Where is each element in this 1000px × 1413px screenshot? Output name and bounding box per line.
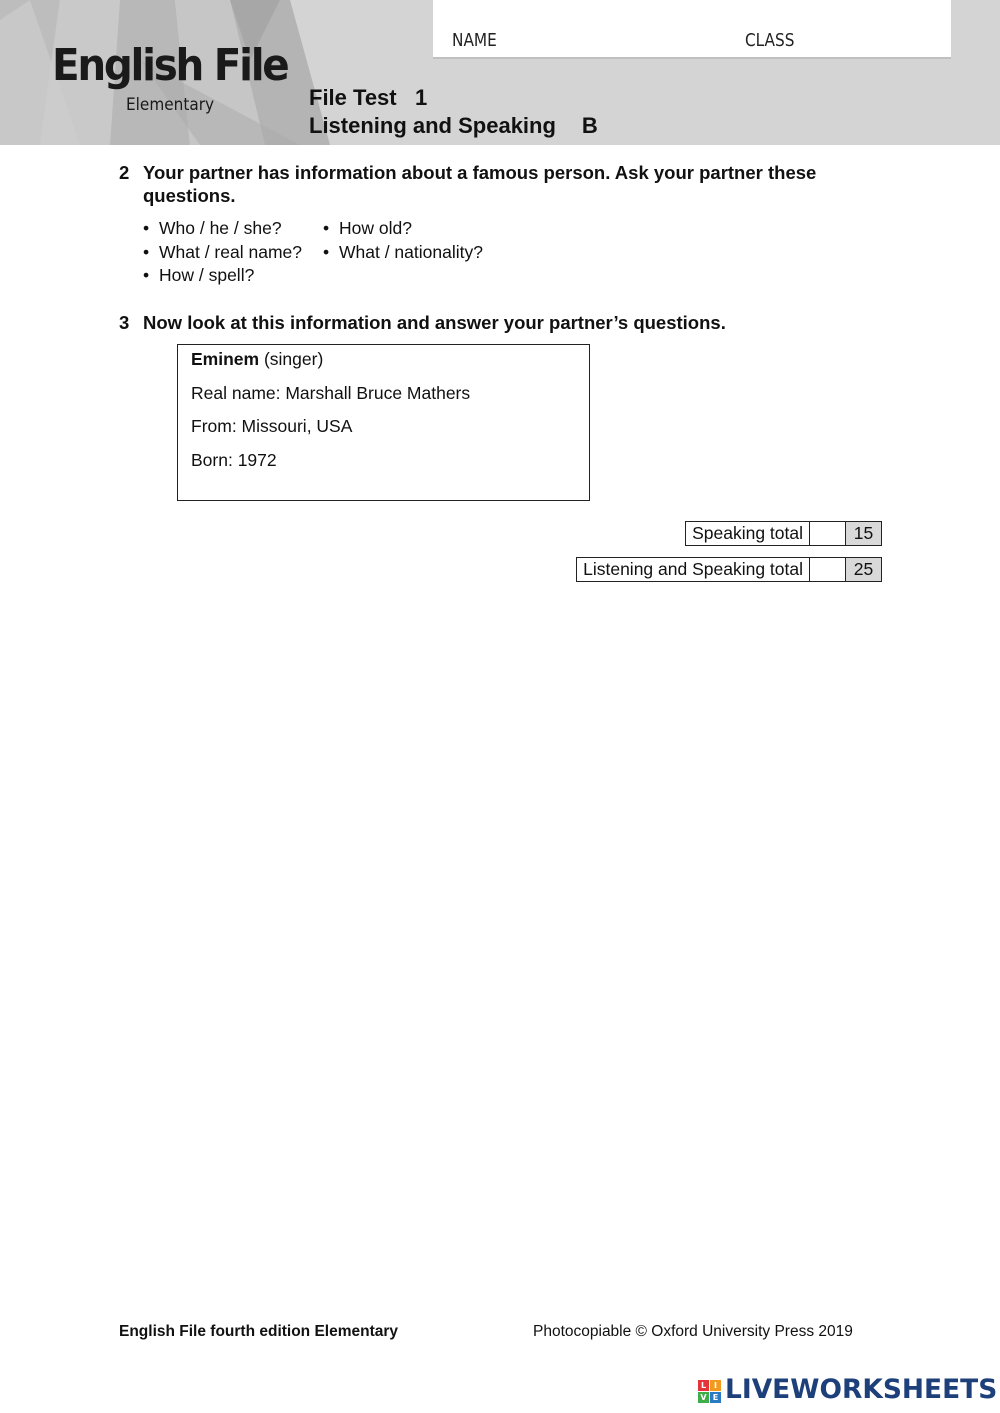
list-item: • How / spell? (143, 264, 302, 288)
exercise-number: 3 (119, 312, 130, 333)
exercise-instruction: Your partner has information about a famous person. Ask your partner these questions. (143, 162, 817, 206)
list-item: • What / nationality? (323, 241, 483, 265)
exercise-2-heading (119, 161, 899, 207)
prompt-column-1 (143, 217, 302, 288)
list-item: • How old? (323, 217, 483, 241)
logo-subtitle: Elementary (126, 95, 215, 115)
class-label: CLASS (745, 30, 795, 51)
liveworksheets-logo-text: LIVEWORKSHEETS (725, 1374, 998, 1405)
person-role: (singer) (263, 349, 324, 369)
person-heading (191, 349, 323, 370)
exercise-instruction: Now look at this information and answer your partner’s questions. (143, 312, 726, 333)
test-subtitle (309, 112, 598, 140)
person-name: Eminem (191, 349, 260, 369)
person-real-name: Real name: Marshall Bruce Mathers (191, 383, 471, 403)
score-max: 25 (846, 558, 882, 582)
score-label: Speaking total (686, 522, 810, 546)
person-origin: From: Missouri, USA (191, 416, 353, 436)
person-birth-year: Born: 1972 (191, 450, 277, 470)
footer-copyright: Photocopiable © Oxford University Press 2019 (533, 1323, 853, 1340)
test-skill: Listening and Speaking (309, 113, 556, 138)
list-item: • What / real name? (143, 241, 302, 265)
score-input[interactable] (810, 558, 846, 582)
test-number: File Test 1 (309, 85, 428, 110)
speaking-total-table (685, 521, 882, 546)
list-item: • Who / he / she? (143, 217, 302, 241)
logo-letter: V (698, 1392, 709, 1403)
logo-letter: I (710, 1380, 721, 1391)
liveworksheets-logo-icon (698, 1380, 722, 1404)
score-max: 15 (846, 522, 882, 546)
page-header (0, 0, 1000, 145)
score-label: Listening and Speaking total (577, 558, 810, 582)
logo-letter: E (710, 1392, 721, 1403)
score-input[interactable] (810, 522, 846, 546)
exercise-3-heading (119, 311, 899, 334)
logo-title: English File (52, 40, 288, 91)
test-title (309, 84, 598, 140)
name-class-box (433, 0, 951, 59)
footer-edition: English File fourth edition Elementary (119, 1323, 399, 1340)
test-version: B (581, 113, 598, 138)
logo-letter: L (698, 1380, 709, 1391)
prompt-column-2 (323, 217, 483, 264)
exercise-number: 2 (119, 162, 130, 183)
name-label: NAME (452, 30, 497, 51)
famous-person-info-box (177, 344, 590, 501)
listening-speaking-total-table (576, 557, 882, 582)
